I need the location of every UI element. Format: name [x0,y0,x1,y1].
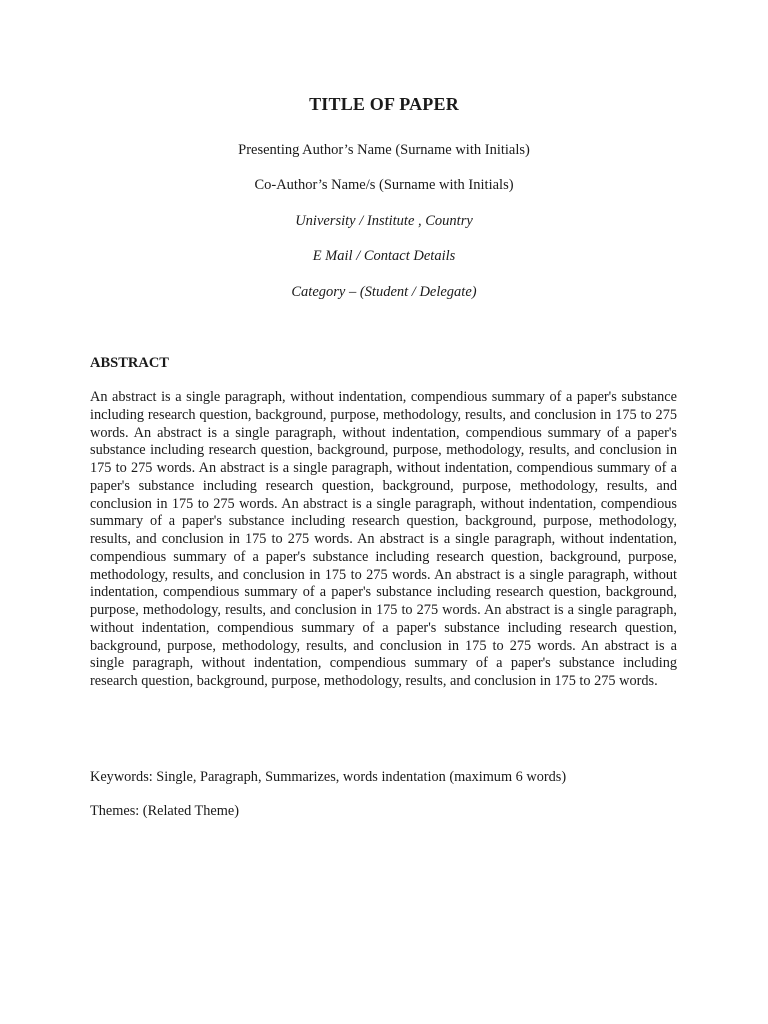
affiliation: University / Institute , Country [295,213,473,229]
keywords-line: Keywords: Single, Paragraph, Summarizes, words indentation (maximum 6 words) [90,769,567,785]
co-author-names: Co-Author’s Name/s (Surname with Initials) [254,177,514,193]
paper-title: TITLE OF PAPER [309,94,459,114]
contact-details: E Mail / Contact Details [312,248,456,264]
abstract-body: An abstract is a single paragraph, without indentation, compendious summary of a paper's substance including research question, background, purpose, methodology, results, and conclusion in 175 to 275 words. An abstract is a single paragraph, without indentation, compendious summary of a paper's substance including research question, background, purpose, methodology, results, and conclusion in 175 to 275 words. An abstract is a single paragraph, without indentation, compendious summary of a paper's substance including research question, background, purpose, methodology, results, and conclusion in 175 to 275 words. An abstract is a single paragraph, without indentation, compendious summary of a paper's substance including research question, background, purpose, methodology, results, and conclusion in 175 to 275 words. An abstract is a single paragraph, without indentation, compendious summary of a paper's substance including research question, background, purpose, methodology, results, and conclusion in 175 to 275 words. An abstract is a single paragraph, without indentation, compendious summary of a paper's substance including research question, background, purpose, methodology, results, and conclusion in 175 to 275 words. An abstract is a single paragraph, without indentation, compendious summary of a paper's substance including research question, background, purpose, methodology, results, and conclusion in 175 to 275 words. An abstract is a single paragraph, without indentation, compendious summary of a paper's substance including research question, background, purpose, methodology, results, and conclusion in 175 to 275 words. [90,389,677,689]
category: Category – (Student / Delegate) [291,284,477,300]
abstract-heading: ABSTRACT [90,355,169,371]
presenting-author-name: Presenting Author’s Name (Surname with Initials) [238,142,530,158]
themes-line: Themes: (Related Theme) [90,803,240,819]
